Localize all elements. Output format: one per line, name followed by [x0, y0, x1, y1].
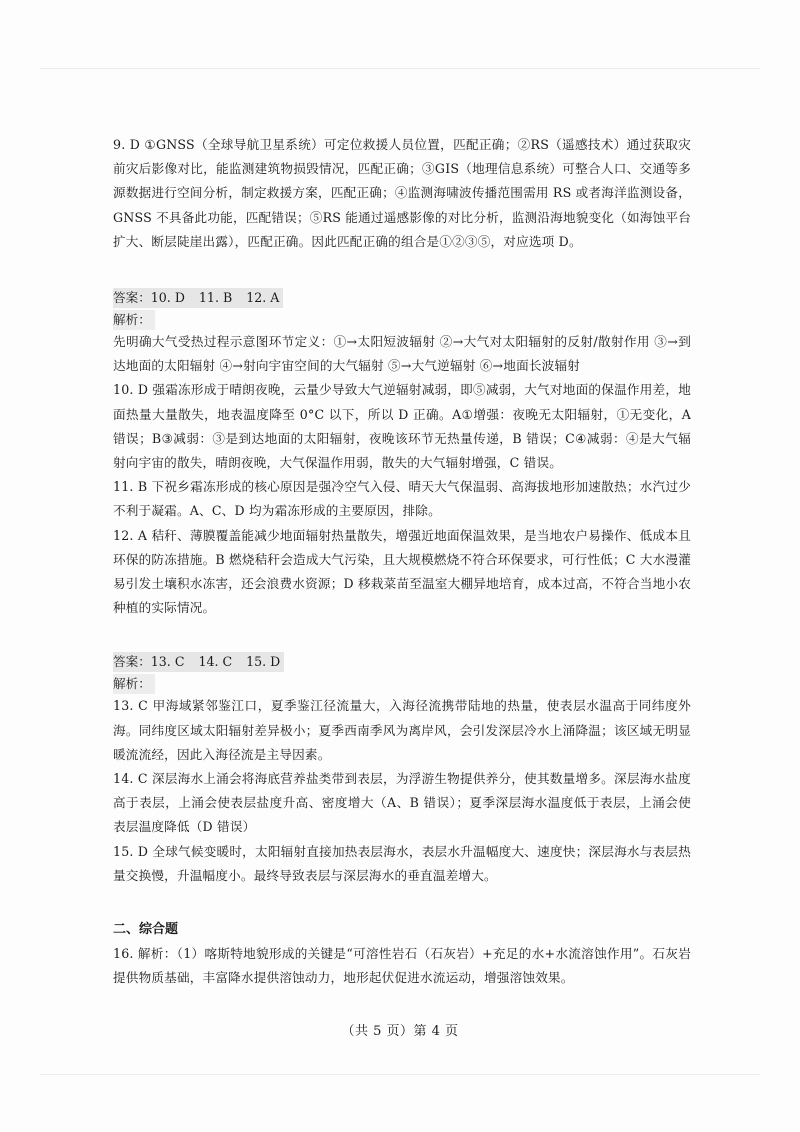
q11-explanation: 11. B 下祝乡霜冻形成的核心原因是强冷空气入侵、晴天大气保温弱、高海拔地形加速散热；水汽过少不利于凝霜。A、C、D 均为霜冻形成的主要原因，排除。 — [113, 479, 691, 519]
analysis-label: 解析： — [113, 310, 155, 330]
page-number-footer: （共 5 页）第 4 页 — [341, 1024, 459, 1039]
analysis-label: 解析： — [113, 674, 155, 694]
q14-explanation: 14. C 深层海水上涌会将海底营养盐类带到表层，为浮游生物提供养分，使其数量增多。深层海水盐度高于表层，上涌会使表层盐度升高、密度增大（A、B 错误）；夏季深层海水温度低于表层，上涌会使表层温度降低（D 错误） — [113, 771, 691, 835]
section-heading-comprehensive: 二、综合题 — [113, 922, 179, 938]
q10-explanation: 10. D 强霜冻形成于晴朗夜晚，云量少导致大气逆辐射减弱，即⑤减弱，大气对地面的保温作用差，地面热量大量散失，地表温度降至 0°C 以下，所以 D 正确。A①增强：夜晚无太阳辐射，①无变化，A 错误；B③减弱：③是到达地面的太阳辐射，夜晚该环节无热量传递，B 错误；C④减弱：④是大气辐射向宇宙的散失，晴朗夜晚，大气保温作用弱，散失的大气辐射增强，C 错误。 — [113, 382, 691, 471]
q13-explanation: 13. C 甲海域紧邻鉴江口，夏季鉴江径流量大，入海径流携带陆地的热量，使表层水温高于同纬度外海。同纬度区域太阳辐射差异极小；夏季西南季风为离岸风，会引发深层冷水上涌降温；该区域无明显暖流流经，因此入海径流是主导因素。 — [113, 698, 691, 762]
answer-15: 15. D — [246, 654, 281, 670]
answer-block-10-12 — [113, 282, 691, 620]
answer-11: 11. B — [198, 290, 233, 306]
q12-explanation: 12. A 秸秆、薄膜覆盖能减少地面辐射热量散失，增强近地面保温效果，是当地农户易操作、低成本且环保的防冻措施。B 燃烧秸秆会造成大气污染，且大规模燃烧不符合环保要求，可行性低；C 大水漫灌易引发土壤积水冻害，还会浪费水资源；D 移栽菜苗至温室大棚异地培育，成本过高，不符合当地小农种植的实际情况。 — [113, 527, 691, 616]
answer-14: 14. C — [198, 654, 233, 670]
page-content — [113, 133, 691, 990]
q16-explanation: 16. 解析：（1）喀斯特地貌形成的关键是“可溶性岩石（石灰岩）+充足的水+水流溶蚀作用”。石灰岩提供物质基础，丰富降水提供溶蚀动力，地形起伏促进水流运动，增强溶蚀效果。 — [113, 946, 691, 986]
answer-label: 答案： — [113, 290, 151, 306]
bottom-divider — [40, 1074, 760, 1075]
answer-bar — [113, 288, 283, 308]
answer-bar — [113, 652, 284, 672]
answer-13: 13. C — [150, 654, 185, 670]
top-divider — [40, 68, 760, 69]
answer-10: 10. D — [150, 290, 185, 306]
atmosphere-process-intro: 先明确大气受热过程示意图环节定义：①→太阳短波辐射 ②→大气对太阳辐射的反射/散射作用 ③→到达地面的太阳辐射 ④→射向宇宙空间的大气辐射 ⑤→大气逆辐射 ⑥→地面长波辐射 — [113, 334, 691, 374]
answer-label: 答案： — [113, 654, 151, 670]
q9-explanation: 9. D ①GNSS（全球导航卫星系统）可定位救援人员位置，匹配正确；②RS（遥感技术）通过获取灾前灾后影像对比，能监测建筑物损毁情况，匹配正确；③GIS（地理信息系统）可整合人口、交通等多源数据进行空间分析，制定救援方案，匹配正确；④监测海啸波传播范围需用 RS 或者海洋监测设备，GNSS 不具备此功能，匹配错误；⑤RS 能通过遥感影像的对比分析，监测沿海地貌变化（如海蚀平台扩大、断层陡崖出露），匹配正确。因此匹配正确的组合是①②③⑤，对应选项 D。 — [113, 137, 691, 249]
q15-explanation: 15. D 全球气候变暖时，太阳辐射直接加热表层海水，表层水升温幅度大、速度快；深层海水与表层热量交换慢，升温幅度小。最终导致表层与深层海水的垂直温差增大。 — [113, 843, 691, 883]
answer-12: 12. A — [246, 290, 280, 306]
answer-block-13-15 — [113, 646, 691, 888]
